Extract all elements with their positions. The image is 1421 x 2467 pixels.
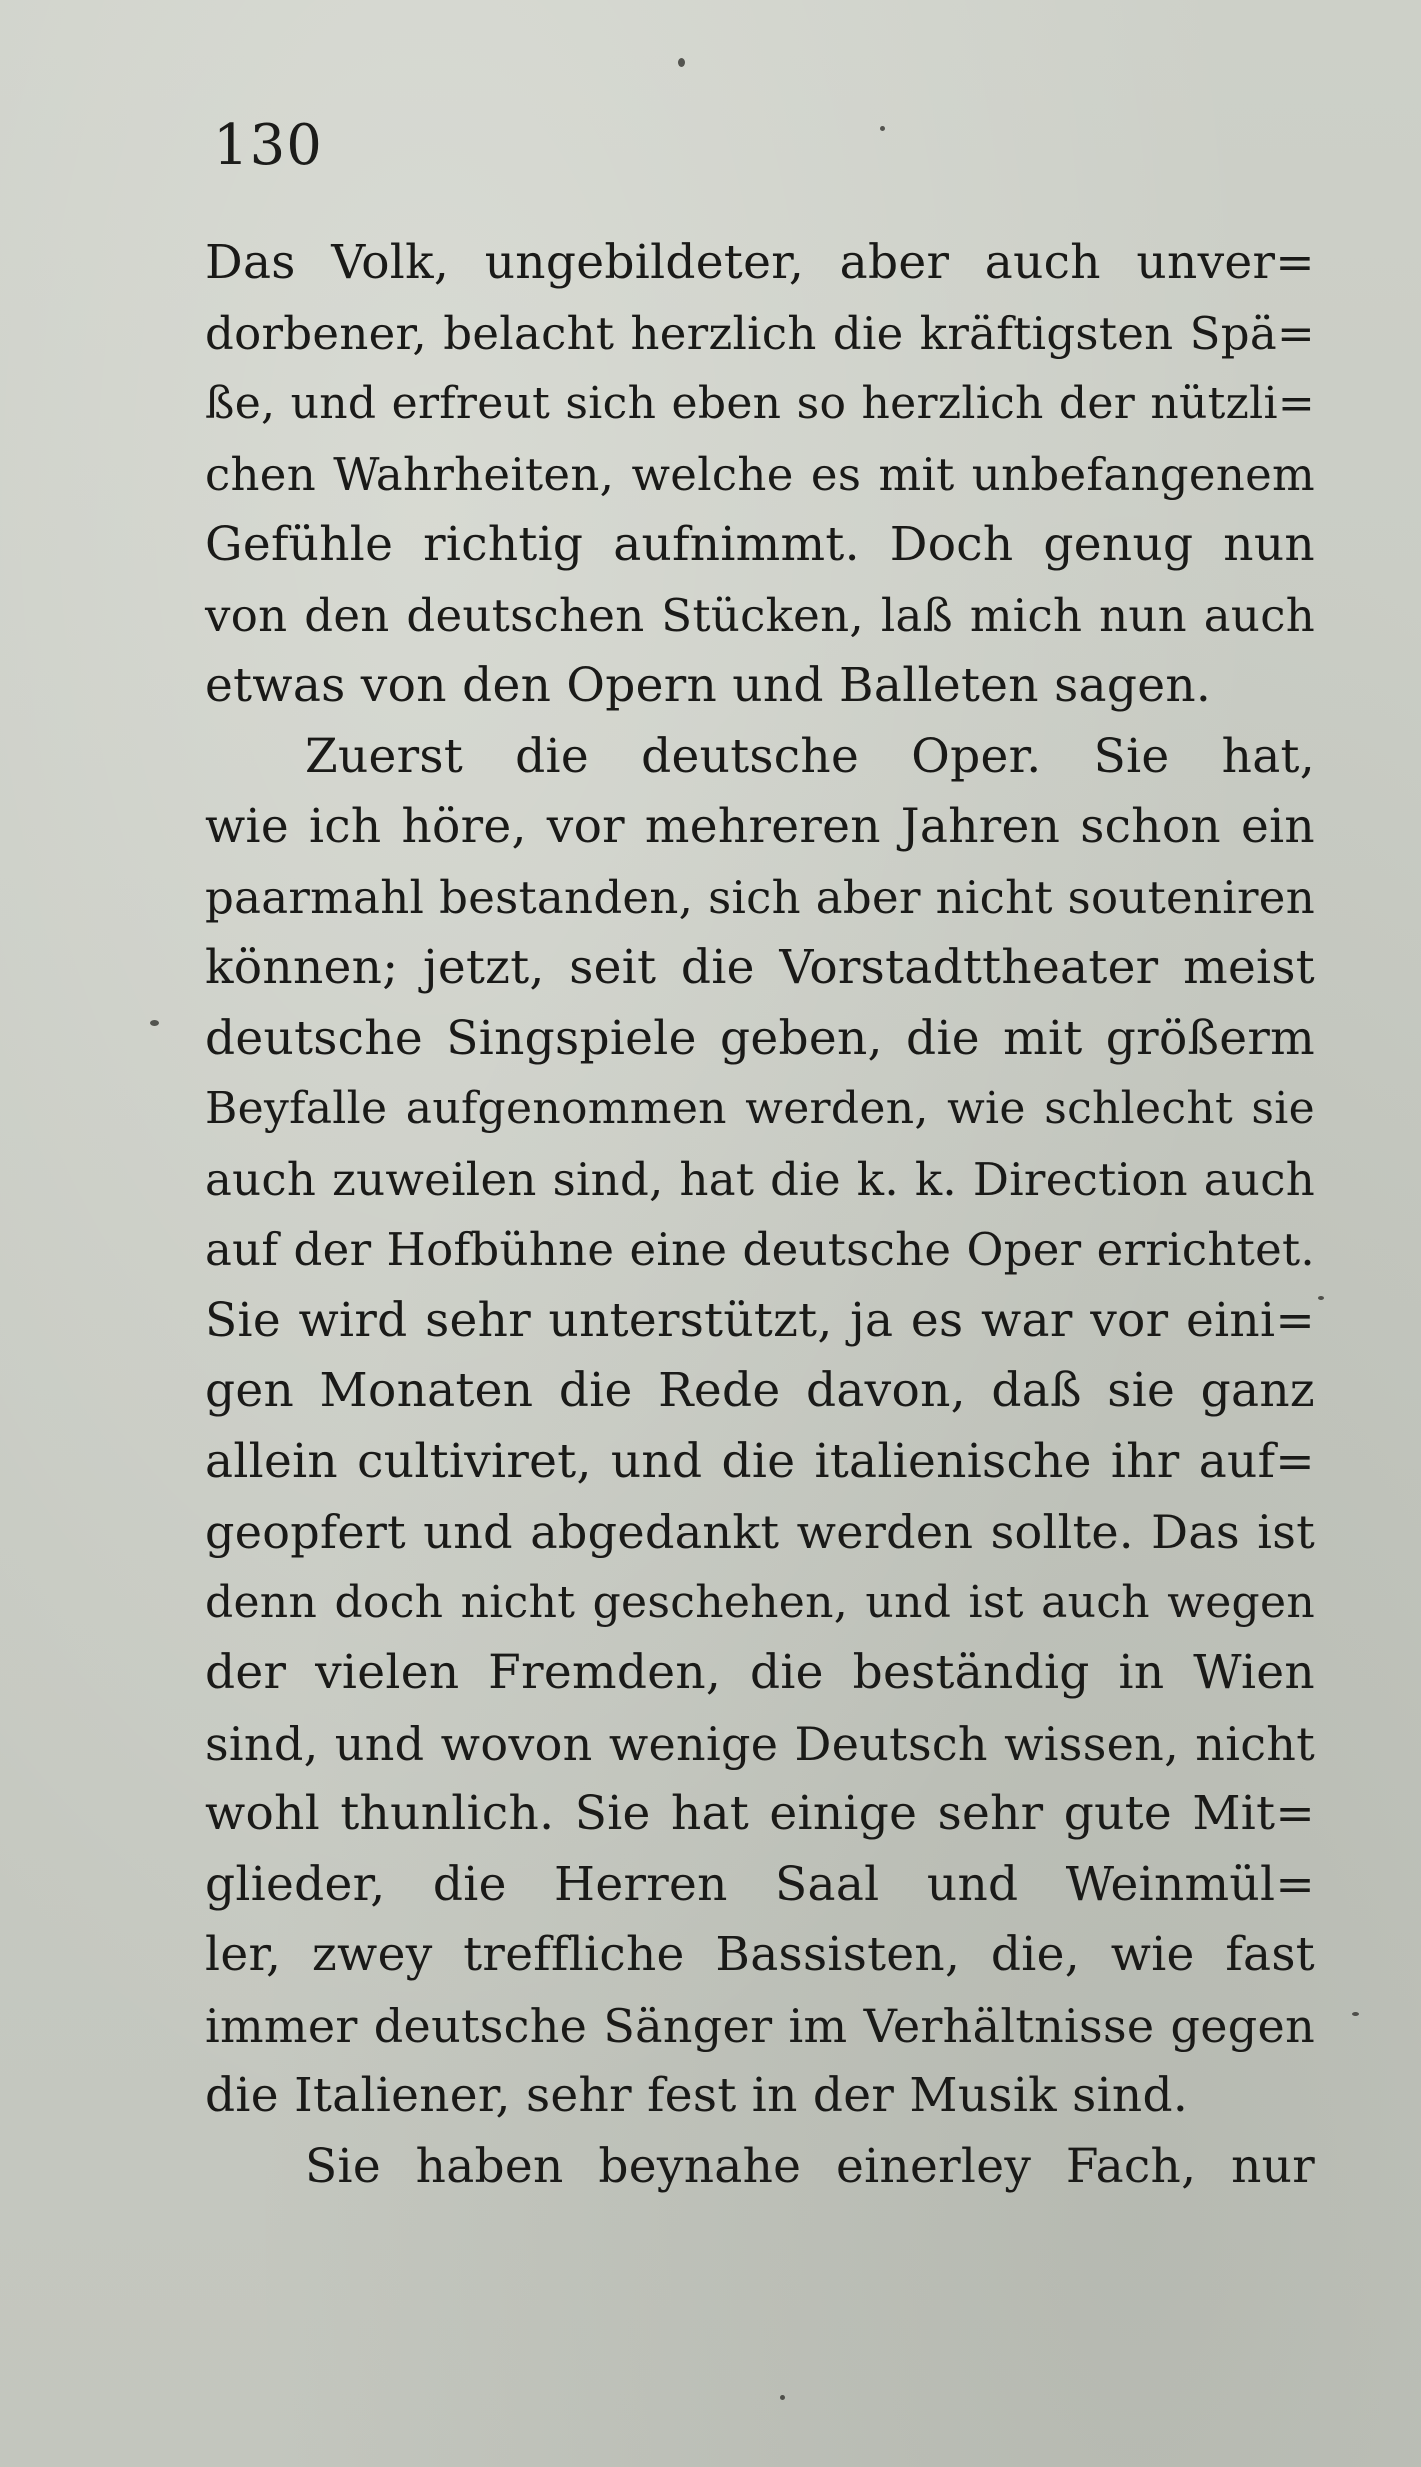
text-line: dorbener, belacht herzlich die kräftigsten Spä= [205,306,1315,360]
text-line: ße, und erfreut sich eben so herzlich der nützli= [205,378,1315,429]
text-line: der vielen Fremden, die beständig in Wien [205,1645,1315,1700]
text-line: Sie haben beynahe einerley Fach, nur [305,2138,1315,2194]
text-line: Das Volk, ungebildeter, aber auch unver= [205,235,1315,290]
ink-speck [780,2395,785,2400]
text-line: ler, zwey treffliche Bassisten, die, wie fast [205,1927,1315,1982]
text-line: wie ich höre, vor mehreren Jahren schon ein [205,799,1315,854]
body-text [205,228,1315,2202]
ink-speck [1352,2012,1359,2016]
text-line: paarmahl bestanden, sich aber nicht souteniren [205,870,1315,924]
text-line: von den deutschen Stücken, laß mich nun auch [205,588,1315,642]
ink-speck [880,126,885,131]
text-line: gen Monaten die Rede davon, daß sie ganz [205,1363,1315,1418]
text-line: Zuerst die deutsche Oper. Sie hat, [305,728,1315,784]
text-line: Gefühle richtig aufnimmt. Doch genug nun [205,517,1315,572]
text-line: geopfert und abgedankt werden sollte. Das ist [205,1505,1315,1559]
text-line: wohl thunlich. Sie hat einige sehr gute Mit= [205,1786,1315,1841]
text-line: die Italiener, sehr fest in der Musik sind. [205,2068,1189,2123]
text-line: immer deutsche Sänger im Verhältnisse gegen [205,1998,1315,2053]
ink-speck [678,58,685,67]
text-line: auf der Hofbühne eine deutsche Oper errichtet. [205,1223,1315,1276]
text-line: etwas von den Opern und Balleten sagen. [205,658,1212,713]
text-line: deutsche Singspiele geben, die mit größerm [205,1010,1315,1066]
ink-speck [1318,1296,1324,1300]
text-line: sind, und wovon wenige Deutsch wissen, nicht [205,1716,1315,1771]
text-line: können; jetzt, seit die Vorstadttheater meist [205,940,1315,995]
ink-speck [150,1020,159,1026]
text-line: Beyfalle aufgenommen werden, wie schlecht sie [205,1083,1315,1134]
text-line: allein cultiviret, und die italienische ihr auf= [205,1433,1315,1489]
text-line: auch zuweilen sind, hat die k. k. Direction auch [205,1152,1315,1206]
page-number: 130 [213,113,323,178]
text-line: Sie wird sehr unterstützt, ja es war vor eini= [205,1292,1315,1348]
text-line: chen Wahrheiten, welche es mit unbefangenem [205,447,1315,501]
text-line: denn doch nicht geschehen, und ist auch wegen [205,1576,1315,1628]
text-line: glieder, die Herren Saal und Weinmül= [205,1856,1315,1912]
